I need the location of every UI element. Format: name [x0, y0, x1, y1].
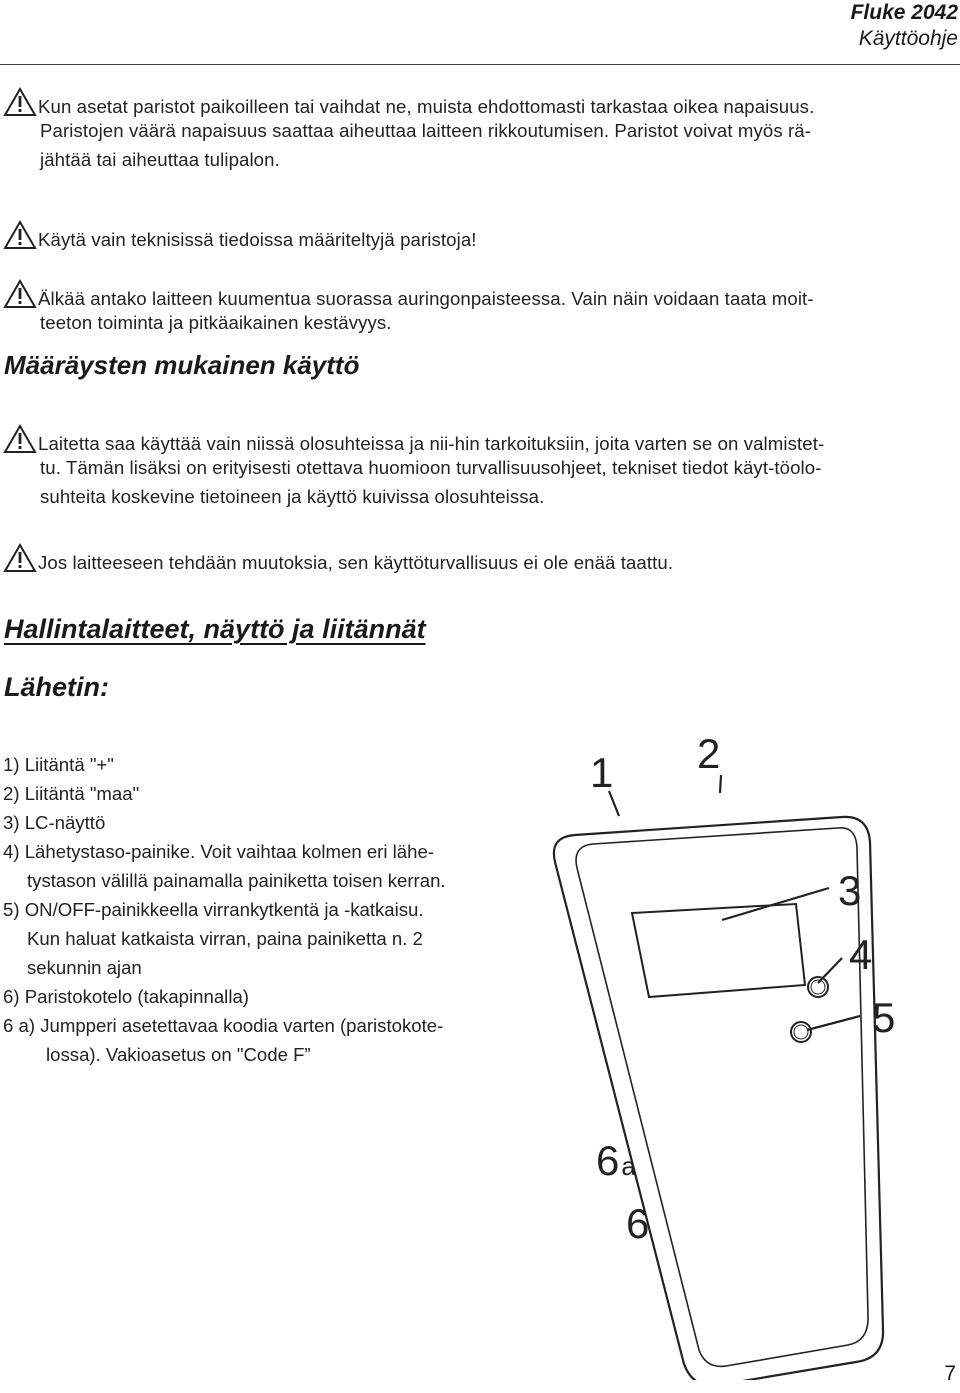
- warning-triangle-icon: [3, 543, 37, 575]
- callout-1: 1: [590, 749, 614, 796]
- parts-list-item: sekunnin ajan: [27, 957, 142, 978]
- warning-text: Laitetta saa käyttää vain niissä olosuhteissa ja nii-hin tarkoituksiin, joita varten se on valmistet-: [38, 433, 825, 454]
- warning-text: Kun asetat paristot paikoilleen tai vaihdat ne, muista ehdottomasti tarkastaa oikea napaisuus.: [38, 96, 815, 117]
- parts-list-item: 1) Liitäntä "+": [3, 754, 114, 775]
- warning-battery-polarity: [3, 87, 958, 174]
- leader-line-2: [720, 775, 721, 793]
- callout-6: 6: [626, 1200, 650, 1247]
- warning-modifications: [3, 543, 673, 572]
- doc-subtitle: Käyttöohje: [858, 27, 958, 50]
- parts-list-item: 2) Liitäntä "maa": [3, 783, 140, 804]
- header-divider: [0, 64, 960, 65]
- page-number: 7: [944, 1362, 956, 1385]
- parts-list-item: 6 a) Jumpperi asetettavaa koodia varten (paristokote-: [3, 1015, 444, 1036]
- lcd-display: [632, 904, 805, 997]
- warning-sunlight: [3, 279, 814, 337]
- callout-2: 2: [697, 730, 721, 777]
- warning-text: Älkää antako laitteen kuumentua suorassa auringonpaisteessa. Vain näin voidaan taata moit-: [38, 288, 814, 309]
- warning-triangle-icon: [3, 279, 37, 311]
- callout-5: 5: [872, 994, 896, 1041]
- callout-6a-letter: a: [621, 1151, 636, 1181]
- callout-4: 4: [849, 931, 873, 978]
- warning-text: suhteita koskevine tietoineen ja käyttö kuivissa olosuhteissa.: [40, 486, 545, 507]
- parts-list-item: 4) Lähetystaso-painike. Voit vaihtaa kolmen eri lähe-: [3, 841, 434, 862]
- warning-triangle-icon: [3, 87, 37, 119]
- warning-battery-spec: [3, 220, 477, 249]
- doc-title: Fluke 2042: [850, 1, 958, 24]
- device-body: [554, 730, 895, 1380]
- warning-text: Jos laitteeseen tehdään muutoksia, sen käyttöturvallisuus ei ole enää taattu.: [38, 552, 674, 573]
- transmitter-parts-list: [3, 750, 446, 1069]
- parts-list-item: 6) Paristokotelo (takapinnalla): [3, 986, 249, 1007]
- parts-list-item: 3) LC-näyttö: [3, 812, 106, 833]
- warning-text: teeton toiminta ja pitkäaikainen kestävyys.: [40, 312, 392, 333]
- warning-text: tu. Tämän lisäksi on erityisesti otettava huomioon turvallisuusohjeet, tekniset tiedot käyt-töolo-: [40, 457, 822, 478]
- warning-triangle-icon: [3, 220, 37, 252]
- parts-list-item: lossa). Vakioasetus on "Code F”: [46, 1044, 311, 1065]
- callout-6a-number: 6: [596, 1137, 620, 1184]
- power-button: [791, 1022, 811, 1042]
- page-header: [851, 0, 958, 52]
- warning-text: jähtää tai aiheuttaa tulipalon.: [40, 149, 280, 170]
- subsection-title-transmitter: Lähetin:: [4, 672, 109, 702]
- warning-triangle-icon: [3, 424, 37, 456]
- parts-list-item: tystason välillä painamalla painiketta toisen kerran.: [27, 870, 446, 891]
- warning-usage-conditions: [3, 424, 824, 511]
- section-title-controls: Hallintalaitteet, näyttö ja liitännät: [4, 614, 426, 644]
- warning-text: Käytä vain teknisissä tiedoissa määriteltyjä paristoja!: [38, 229, 477, 250]
- transmitter-diagram: [530, 720, 930, 1380]
- transmit-level-button: [808, 977, 828, 997]
- parts-list-item: 5) ON/OFF-painikkeella virrankytkentä ja -katkaisu.: [3, 899, 424, 920]
- warning-text: Paristojen väärä napaisuus saattaa aiheuttaa laitteen rikkoutumisen. Paristot voivat myös rä-: [40, 120, 812, 141]
- section-title-usage: Määräysten mukainen käyttö: [4, 350, 360, 380]
- callout-3: 3: [838, 867, 862, 914]
- parts-list-item: Kun haluat katkaista virran, paina painiketta n. 2: [27, 928, 423, 949]
